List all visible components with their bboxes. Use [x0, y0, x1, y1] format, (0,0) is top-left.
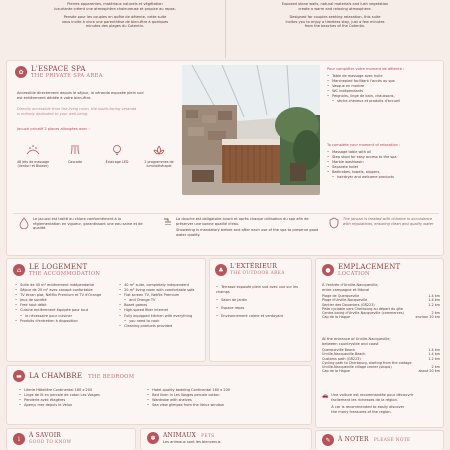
intro-en-line: create a warm and relaxing atmosphere.: [298, 6, 372, 11]
waterfall-icon: [68, 144, 82, 156]
list-item: • Cleaning products provided: [119, 324, 205, 329]
drop-icon: [19, 217, 29, 229]
list-item: • Environnement calme et verdoyant: [216, 314, 310, 319]
pencil-icon: ✎: [322, 434, 334, 446]
distance-place: Plage d'Urville-Nacqueville: [322, 298, 368, 303]
list-item: • Bathrobes, towels, slippers,: [327, 170, 441, 175]
feature-luminotherapy: [139, 141, 179, 168]
distance-place: Urville-Nacqueville village center (shops): [322, 365, 392, 369]
note-chlorine-en: [329, 217, 439, 229]
intro-en-line: from the beaches of the Cotentin.: [304, 24, 366, 29]
car-text: facilement les richesses de la région.: [331, 397, 399, 402]
distance-place: Piste cyclable vers Cherbourg au départ du gîte: [322, 306, 403, 311]
distance-place: Cap de la Hague: [322, 315, 351, 320]
intro-fr: [20, 2, 210, 29]
light-icon: [110, 144, 124, 156]
list-item: • 20 m² living room with comfortable sofa: [119, 288, 205, 293]
emplacement-card: [315, 258, 444, 428]
exterieur-subtitle: THE OUTDOOR AREA: [230, 271, 285, 276]
list-item: • Step stool for easy access to the spa: [327, 155, 441, 160]
intro-divider: [225, 0, 226, 58]
disposal-en-title: To complete your moment of relaxation :: [327, 143, 401, 147]
distance-value: 2 km: [431, 311, 440, 315]
list-item: • Marble washbasin: [327, 160, 441, 165]
exterieur-card: [209, 258, 312, 362]
list-item: • Espace repas: [216, 306, 310, 311]
list-item: • you need to cook: [119, 319, 205, 324]
chambre-header: [13, 370, 134, 382]
spa-header: [15, 65, 103, 79]
list-item: • sèche-cheveux et produits d'accueil: [327, 99, 441, 104]
distance-value: 1.2 km: [428, 356, 440, 361]
list-item: • Separate toilet: [327, 165, 441, 170]
animaux-card: [140, 428, 312, 450]
noter-card: [315, 430, 444, 450]
logement-header: [13, 263, 100, 277]
list-item: • Terrasse exposée plein sud avec vue sur les champs: [216, 285, 310, 295]
list-item: • and Orange TV: [119, 298, 205, 303]
disposal-fr: [327, 67, 441, 104]
list-item: • Literie Hôtelière Continental 160 x 200: [19, 388, 149, 393]
exterieur-list: [216, 285, 310, 319]
list-item: • 40 m² suite, completely independent: [119, 283, 205, 288]
list-item: • Séjour de 20 m² avec canapé confortable: [15, 288, 115, 293]
distance-value: 1.4 km: [428, 348, 440, 353]
list-item: • Wardrobe with shelves: [147, 398, 307, 403]
list-item: • Sea view glimpse from the Velux window: [147, 403, 307, 408]
note-shower: [162, 217, 322, 237]
spa-fr-text: [17, 91, 177, 100]
logement-fr-list: [15, 283, 115, 324]
pin-icon: ●: [322, 264, 334, 276]
animaux-title: ANIMAUX: [163, 432, 197, 439]
noter-title: À NOTER: [338, 436, 369, 443]
spa-en-line: Directly accessible from the living room, the south-facing veranda: [17, 107, 137, 111]
savoir-card: [6, 428, 136, 450]
list-item: • Penderie avec étagères: [19, 398, 149, 403]
list-item: • Table de massage avec huile: [327, 74, 441, 79]
feature-jets: [13, 141, 53, 168]
intro-fr-line: minutes des plages du Cotentin.: [85, 24, 145, 29]
chambre-title: LA CHAMBRE: [29, 372, 83, 380]
list-item: • Suite de 40 m² entièrement indépendante: [15, 283, 115, 288]
note-text: Le jacuzzi est traité au chlore conformément à la réglementation en vigueur, garantissant une eau saine et de qualité.: [33, 217, 143, 231]
distance-value: 1.4 km: [428, 352, 440, 357]
distance-value: 1.4 km: [428, 294, 440, 299]
intro-en-line: Exposed stone walls, natural materials and lush vegetation: [281, 2, 389, 6]
emplacement-intro: À l'entrée d'Urville-Nacqueville,: [322, 283, 379, 287]
intro-en: [240, 2, 430, 29]
spa-card: [6, 60, 444, 256]
list-item: • Board games: [119, 303, 205, 308]
shield-icon: [329, 217, 339, 229]
intro-en-line: invites you to enjoy a timeless stay, just a few minutes: [285, 19, 385, 24]
list-item: • Free haut débit: [15, 303, 115, 308]
feature-waterfall: [55, 141, 95, 164]
distance-place: Cap de la Hague: [322, 369, 351, 374]
chambre-card: [6, 365, 312, 425]
distance-place: Sentier des Douaniers (GR223): [322, 302, 375, 307]
logement-title: LE LOGEMENT: [29, 263, 88, 271]
distance-place: Cycling path to Cherbourg, starting from the cottage: [322, 360, 412, 365]
home-icon: ⌂: [13, 264, 25, 276]
disposal-en: [327, 143, 441, 180]
emplacement-header: [322, 263, 400, 277]
disposal-en-list: [327, 150, 441, 181]
paw-icon: ✽: [147, 432, 159, 444]
car-note: [322, 393, 440, 414]
feature-label: Éclairage LED: [105, 160, 129, 164]
lotus-icon: [152, 144, 166, 156]
list-item: • TV écran plat, Netflix Premium et TV d'Orange: [15, 293, 115, 298]
intro-fr-line: Pierres apparentes, matériaux naturels et végétation: [67, 2, 163, 6]
list-item: • Massage table with oil: [327, 150, 441, 155]
logement-en-list: [119, 283, 205, 329]
emplacement-intro: At the entrance of Urville-Nacqueville,: [322, 337, 391, 341]
car-text: the many treasures of the region.: [331, 409, 392, 414]
spa-subtitle: THE PRIVATE SPA AREA: [31, 73, 103, 79]
feature-label: 48 jets de massage (Venturi et Blower): [16, 160, 50, 168]
list-item: • Aperçu mer depuis le Velux: [19, 403, 149, 408]
jacuzzi-title: Jacuzzi privatif 2 places allongées avec :: [17, 127, 90, 131]
distance-place: Plage de Querqueville: [322, 294, 360, 299]
feature-label: 2 programmes de luminothérapie: [144, 160, 174, 168]
chambre-en-list: [147, 388, 307, 408]
feature-label: Cascade: [68, 160, 82, 164]
list-item: • Fully equipped kitchen with everything: [119, 314, 205, 319]
spa-fr-line: est entièrement dédiée à votre bien-être.: [17, 95, 92, 100]
intro-en-line: Designed for couples seeking relaxation, this suite: [289, 15, 381, 20]
savoir-title: À SAVOIR: [29, 432, 62, 439]
note-chlorine-fr: [19, 217, 149, 231]
distance-value: 1.4 km: [428, 298, 440, 303]
distance-place: Centre-bourg d'Urville-Nacqueville (commerces): [322, 311, 404, 315]
intro-fr-line: luxuriante créent une atmosphère chaleureuse et propice au repos.: [54, 6, 176, 11]
list-item: • Salon de jardin: [216, 298, 310, 303]
bed-icon: ▬: [13, 370, 25, 382]
emplacement-fr: [322, 283, 440, 319]
spa-photo: [182, 65, 320, 195]
intro-section: [0, 0, 450, 60]
info-icon: i: [13, 433, 25, 445]
emplacement-intro: entre campagne et littoral: [322, 287, 370, 292]
list-item: • Jeux de société: [15, 298, 115, 303]
list-item: • Produits d'entretien à disposition: [15, 319, 115, 324]
list-item: • Cuisine entièrement équipée pour tout: [15, 308, 115, 313]
intro-fr-line: Pensée pour les couples en quête de détente, cette suite: [63, 15, 167, 20]
exterieur-title: L'EXTÉRIEUR: [230, 263, 278, 270]
spa-en-text: [17, 107, 177, 116]
note-text: La douche est obligatoire avant et après chaque utilisation du spa afin de préserver une bonne qualité d'eau.: [176, 217, 309, 226]
list-item: • hairdryer and welcome products: [327, 175, 441, 180]
noter-subtitle: PLEASE NOTE: [373, 438, 411, 443]
list-item: • Marchepied facilitant l'accès au spa: [327, 79, 441, 84]
distance-place: Urville-Nacqueville Beach: [322, 352, 366, 357]
list-item: • Bed linen in Les Vosges percale cotton: [147, 393, 307, 398]
chambre-fr-list: [19, 388, 149, 408]
emplacement-intro: between countryside and coast: [322, 341, 379, 346]
animaux-header: [147, 432, 221, 445]
logement-subtitle: THE ACCOMMODATION: [29, 271, 101, 277]
disposal-fr-title: Pour compléter votre moment de détente :: [327, 67, 405, 71]
emplacement-subtitle: LOCATION: [338, 271, 370, 277]
spa-features: [13, 141, 178, 186]
tree-icon: ♣: [215, 264, 227, 276]
distance-row: [322, 315, 440, 319]
list-item: • le nécessaire pour cuisiner: [15, 314, 115, 319]
spa-photo-image: [182, 65, 320, 195]
disposal-fr-list: [327, 74, 441, 105]
distance-place: Customs path (GR223): [322, 356, 361, 361]
jets-icon: [26, 144, 40, 156]
list-item: • Peignoirs, linge de bain, chaussons,: [327, 94, 441, 99]
shower-icon: [162, 217, 172, 229]
distance-row: [322, 369, 440, 373]
list-item: • High-speed fiber internet: [119, 308, 205, 313]
spa-en-line: is entirely dedicated to your well-being.: [17, 111, 89, 116]
savoir-header: [13, 432, 71, 446]
distance-place: Querqueville Beach: [322, 348, 356, 353]
savoir-subtitle: GOOD TO KNOW: [29, 440, 72, 445]
distance-value: 2 km: [431, 365, 440, 369]
feature-led: [97, 141, 137, 164]
spa-fr-line: Accessible directement depuis le séjour, la véranda exposée plein sud: [17, 91, 144, 95]
list-item: • WC indépendants: [327, 89, 441, 94]
distance-value: about 20 km: [418, 369, 440, 374]
spa-title: L'ESPACE SPA: [31, 65, 86, 73]
spa-divider: [13, 213, 439, 214]
distance-value: 1.2 km: [428, 302, 440, 307]
car-text: A car is recommended to easily discover: [331, 405, 405, 410]
logement-card: [6, 258, 206, 362]
noter-header: [322, 434, 410, 446]
emplacement-en: [322, 337, 440, 373]
animaux-text: Les animaux sont les bienvenus: [163, 440, 221, 444]
animaux-subtitle: PETS: [201, 434, 215, 439]
list-item: • Flat screen TV, Netflix Premium: [119, 293, 205, 298]
car-text: Une voiture est recommandée pour découvrir: [331, 393, 414, 397]
list-item: • Vasque en marbre: [327, 84, 441, 89]
car-icon: 🚗: [322, 393, 329, 399]
emplacement-title: EMPLACEMENT: [338, 263, 401, 271]
list-item: • Hotel-quality bedding Continental 160 x 200: [147, 388, 307, 393]
spa-icon: ✿: [15, 66, 27, 78]
note-text: Showering is mandatory before and after each use of the spa to preserve good water quality.: [176, 228, 319, 237]
distance-value: environ 20 km: [415, 315, 440, 320]
list-item: • Linge de lit en percale de coton Les Vosges: [19, 393, 149, 398]
chambre-subtitle: THE BEDROOM: [88, 374, 135, 380]
intro-fr-line: vous invite à vivre une parenthèse de bien-être à quelques: [61, 19, 169, 24]
exterieur-header: [215, 263, 285, 277]
note-text: The jacuzzi is treated with chlorine in accordance with regulations, ensuring clean and quality water: [343, 217, 434, 226]
